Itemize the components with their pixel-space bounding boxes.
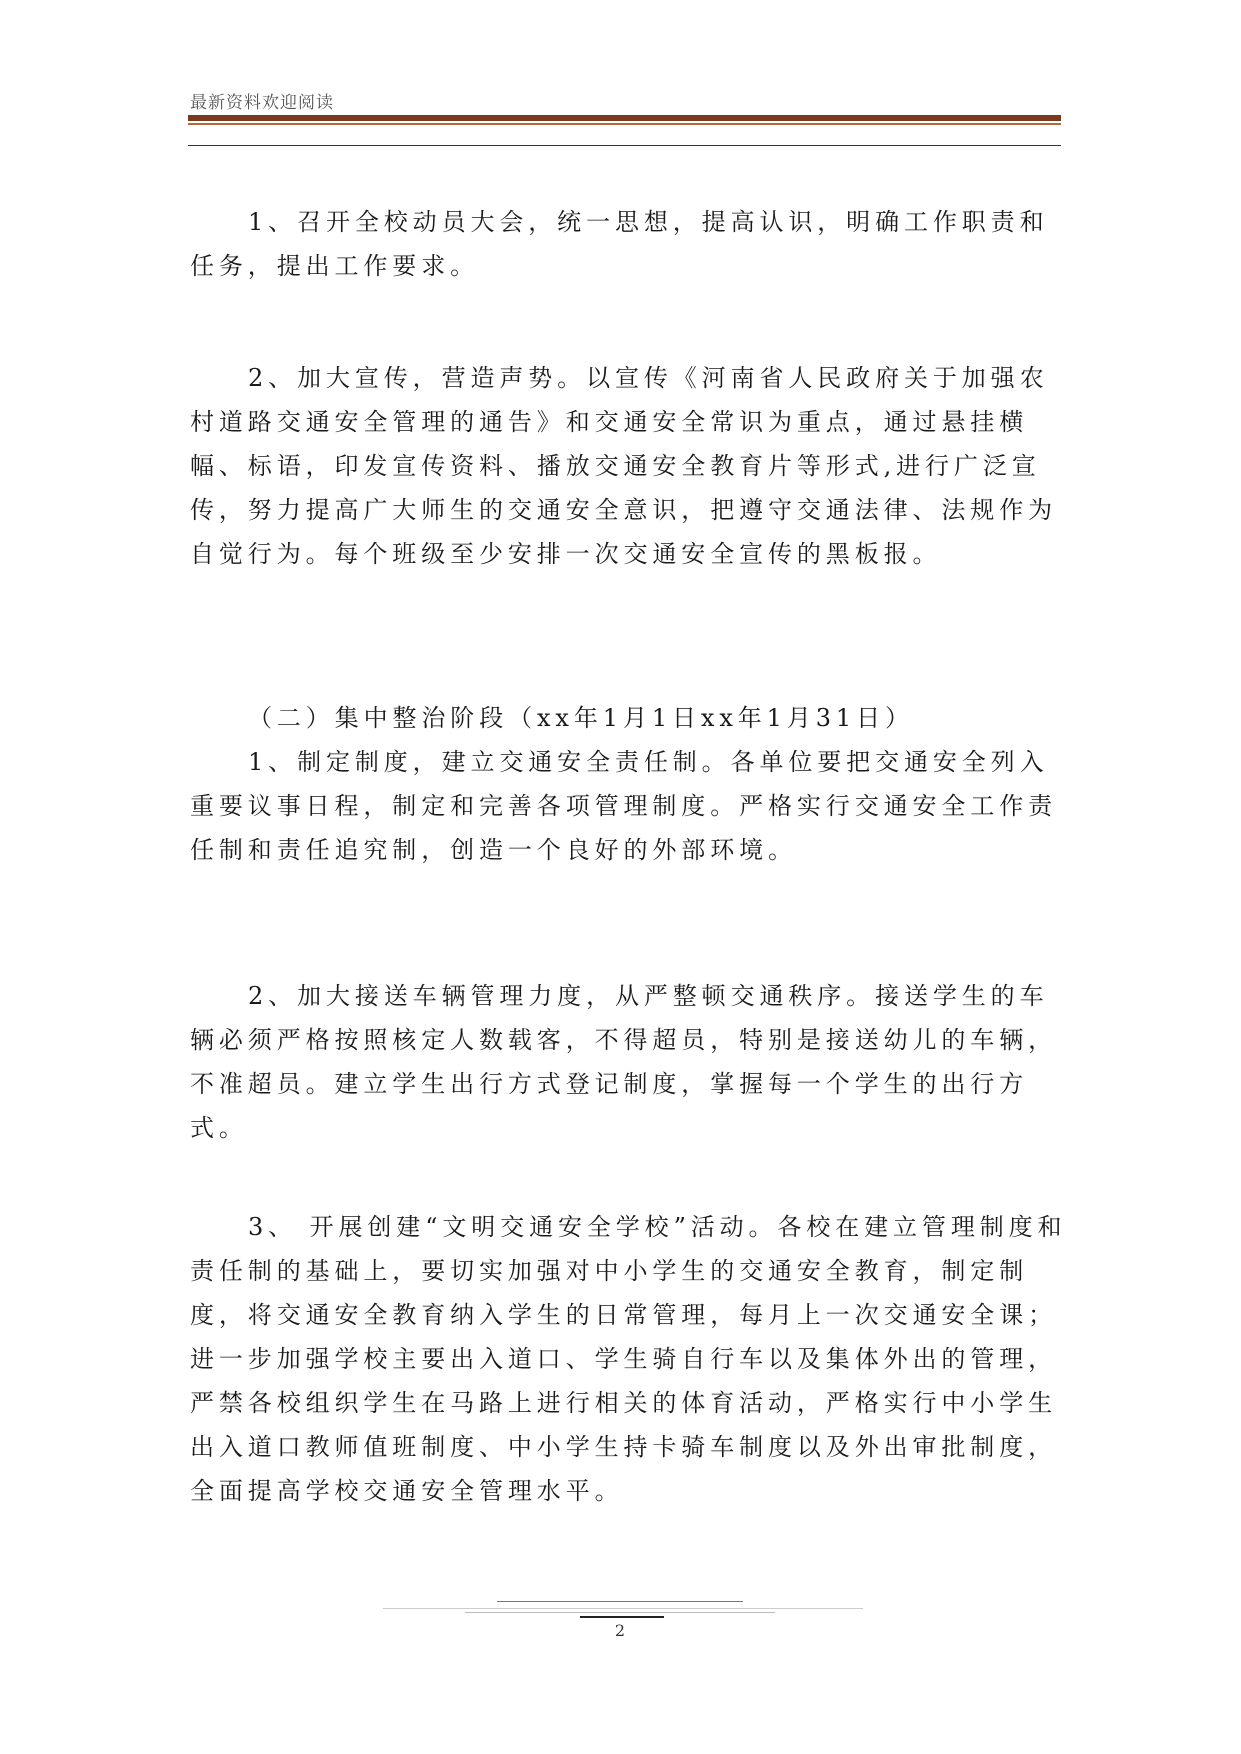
paragraph-mobilization-meeting: 1、召开全校动员大会，统一思想，提高认识，明确工作职责和任务，提出工作要求。	[190, 208, 1049, 280]
header-rule-black	[188, 145, 1061, 146]
paragraph-civilized-traffic-school: 3、 开展创建“文明交通安全学校”活动。各校在建立管理制度和责任制的基础上，要切实加强对中小学生的交通安全教育，制定制度，将交通安全教育纳入学生的日常管理，每月上一次交通安全课；进一步加强学校主要出入道口、学生骑自行车以及集体外出的管理，严禁各校组织学生在马路上进行相关的体育活动，严格实行中小学生出入道口教师值班制度、中小学生持卡骑车制度以及外出审批制度，全面提高学校交通安全管理水平。	[190, 1213, 1067, 1505]
paragraph-responsibility-system: 1、制定制度，建立交通安全责任制。各单位要把交通安全列入重要议事日程，制定和完善各项管理制度。严格实行交通安全工作责任制和责任追究制，创造一个良好的外部环境。	[190, 748, 1057, 864]
footer-rule	[497, 1601, 743, 1602]
page-number: 2	[614, 1621, 626, 1640]
footer-rule	[580, 1616, 664, 1618]
section-heading-rectification-stage: （二）集中整治阶段（xx年1月1日xx年1月31日）	[248, 704, 914, 732]
header-rule-thick	[188, 115, 1061, 121]
header-text: 最新资料欢迎阅读	[190, 93, 334, 113]
footer-rule	[465, 1612, 775, 1613]
paragraph-publicity: 2、加大宣传，营造声势。以宣传《河南省人民政府关于加强农村道路交通安全管理的通告》和交通安全常识为重点，通过悬挂横幅、标语，印发宣传资料、播放交通安全教育片等形式,进行广泛宣传，努力提高广大师生的交通安全意识，把遵守交通法律、法规作为自觉行为。每个班级至少安排一次交通安全宣传的黑板报。	[190, 364, 1057, 568]
header-rule-thin	[188, 123, 1061, 125]
paragraph-vehicle-management: 2、加大接送车辆管理力度，从严整顿交通秩序。接送学生的车辆必须严格按照核定人数载客，不得超员，特别是接送幼儿的车辆，不准超员。建立学生出行方式登记制度，掌握每一个学生的出行方式。	[190, 982, 1057, 1142]
footer-rule	[383, 1608, 863, 1609]
